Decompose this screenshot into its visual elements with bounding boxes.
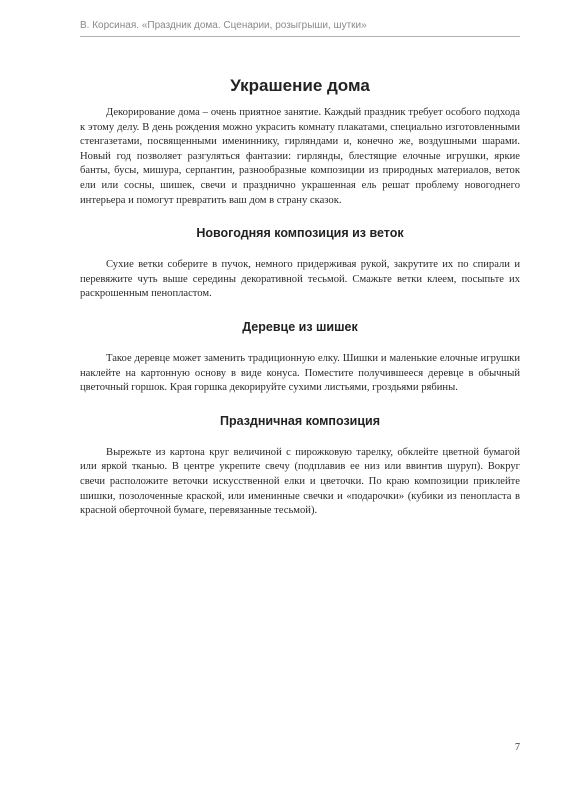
intro-paragraph: Декорирование дома – очень приятное занятие. Каждый праздник требует особого подхода к этому делу. В день рождения можно украсить комнату плакатами, специально изготовленными стенгазетами, посвященными имениннику, гирляндами и, конечно же, воздушными шарами. Новый год позволяет разгуляться фантазии: гирлянды, блестящие елочные игрушки, яркие банты, бусы, мишура, серпантин, разнообразные композиции из природных материалов, веток ели или сосны, шишек, свечи и празднично украшенная ель решат проблему новогоднего интерьера и помогут превратить ваш дом в страну сказок. (80, 107, 520, 206)
page-number: 7 (515, 742, 520, 753)
running-head: В. Корсиная. «Праздник дома. Сценарии, розыгрыши, шутки» (80, 20, 367, 31)
section-heading-branches: Новогодняя композиция из веток (196, 226, 404, 241)
header-rule (80, 36, 520, 37)
section-text-branches: Сухие ветки соберите в пучок, немного придерживая рукой, закрутите их по спирали и перевяжите чуть выше середины декоративной тесьмой. Смажьте ветки клеем, посыпьте их раскрошенным пенопластом. (80, 259, 520, 300)
section-heading-cones: Деревце из шишек (242, 319, 358, 334)
section-heading-composition: Праздничная композиция (219, 413, 381, 428)
section-text-composition: Вырежьте из картона круг величиной с пирожковую тарелку, обклейте цветной бумагой или яркой тканью. В центре укрепите свечу (подплавив ее низ или ввинтив шуруп). Вокруг свечи расположите веточки искусственной елки и цветочки. По краю композиции приклейте шишки, позолоченные краской, или именинные свечки и «подарочки» (кубики из пенопласта в красной оберточной бумаге, перевязанные тесьмой). (80, 446, 520, 517)
page-content (80, 76, 520, 519)
page-title: Украшение дома (230, 76, 370, 95)
section-text-cones: Такое деревце может заменить традиционную елку. Шишки и маленькие елочные игрушки наклейте на картонную основу в виде конуса. Поместите получившееся деревце в обычный цветочный горшок. Края горшка декорируйте сухими листьями, гроздьями рябины. (80, 352, 520, 394)
